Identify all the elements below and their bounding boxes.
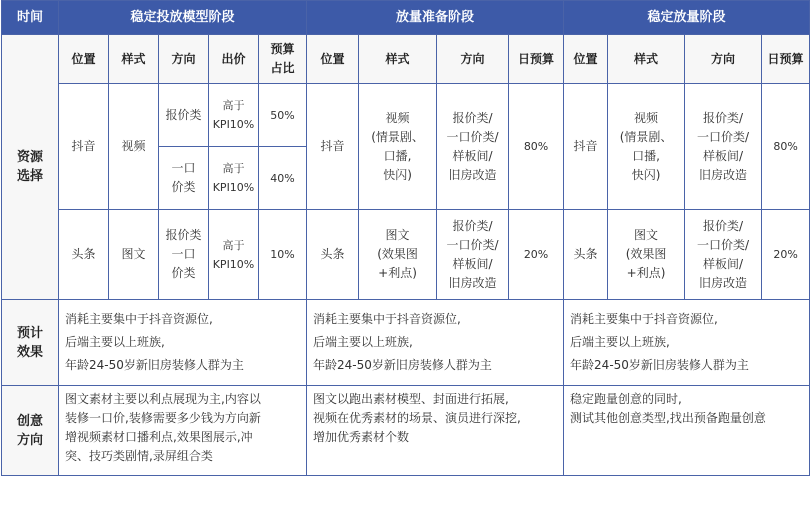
side-audience: 预计 效果 <box>2 300 59 386</box>
s1-col-pos: 位置 <box>59 35 109 84</box>
s2-douyin: 抖音 <box>307 84 359 210</box>
s2-col-budget: 日预算 <box>509 35 564 84</box>
header-time: 时间 <box>2 1 59 35</box>
creative-stage3: 稳定跑量创意的同时, 测试其他创意类型,找出预备跑量创意 <box>564 386 810 476</box>
s3-col-budget: 日预算 <box>762 35 810 84</box>
s3-toutiao: 头条 <box>564 210 608 300</box>
header-stage-prepare: 放量准备阶段 <box>307 1 564 35</box>
s2-col-style: 样式 <box>359 35 437 84</box>
s1-douyin: 抖音 <box>59 84 109 210</box>
s3-col-pos: 位置 <box>564 35 608 84</box>
audience-stage2: 消耗主要集中于抖音资源位, 后端主要以上班族, 年龄24-50岁新旧房装修人群为主 <box>307 300 564 386</box>
s2-col-dir: 方向 <box>437 35 509 84</box>
s2-image: 图文 (效果图 +利点) <box>359 210 437 300</box>
s1-toutiao: 头条 <box>59 210 109 300</box>
side-resource: 资源 选择 <box>2 35 59 300</box>
s1-r2-ratio: 40% <box>259 147 307 210</box>
s1-col-dir: 方向 <box>159 35 209 84</box>
s1-r3-dir: 报价类 一口 价类 <box>159 210 209 300</box>
s3-douyin: 抖音 <box>564 84 608 210</box>
s1-r1-dir: 报价类 <box>159 84 209 147</box>
s2-budget2: 20% <box>509 210 564 300</box>
s2-video: 视频 (情景剧、 口播, 快闪) <box>359 84 437 210</box>
s2-budget1: 80% <box>509 84 564 210</box>
side-creative: 创意 方向 <box>2 386 59 476</box>
creative-stage1: 图文素材主要以利点展现为主,内容以 装修一口价,装修需要多少钱为方向新 增视频素材口播利点,效果图展示,冲 突、技巧类剧情,录屏组合类 <box>59 386 307 476</box>
s2-col-pos: 位置 <box>307 35 359 84</box>
s3-dir2: 报价类/ 一口价类/ 样板间/ 旧房改造 <box>685 210 762 300</box>
s1-video: 视频 <box>109 84 159 210</box>
s3-budget1: 80% <box>762 84 810 210</box>
creative-stage2: 图文以跑出素材模型、封面进行拓展, 视频在优秀素材的场景、演员进行深挖, 增加优秀素材个数 <box>307 386 564 476</box>
s1-col-bid: 出价 <box>209 35 259 84</box>
s1-r1-bid: 高于 KPI10% <box>209 84 259 147</box>
s3-video: 视频 (情景剧、 口播, 快闪) <box>608 84 685 210</box>
header-stage-stable-model: 稳定投放模型阶段 <box>59 1 307 35</box>
header-stage-stable-scale: 稳定放量阶段 <box>564 1 810 35</box>
s1-r2-bid: 高于 KPI10% <box>209 147 259 210</box>
s3-col-style: 样式 <box>608 35 685 84</box>
s2-dir2: 报价类/ 一口价类/ 样板间/ 旧房改造 <box>437 210 509 300</box>
s3-dir1: 报价类/ 一口价类/ 样板间/ 旧房改造 <box>685 84 762 210</box>
audience-stage3: 消耗主要集中于抖音资源位, 后端主要以上班族, 年龄24-50岁新旧房装修人群为主 <box>564 300 810 386</box>
s1-r1-ratio: 50% <box>259 84 307 147</box>
s1-r3-ratio: 10% <box>259 210 307 300</box>
audience-stage1: 消耗主要集中于抖音资源位, 后端主要以上班族, 年龄24-50岁新旧房装修人群为主 <box>59 300 307 386</box>
plan-table <box>1 0 810 476</box>
s3-col-dir: 方向 <box>685 35 762 84</box>
s3-budget2: 20% <box>762 210 810 300</box>
s1-col-style: 样式 <box>109 35 159 84</box>
s2-toutiao: 头条 <box>307 210 359 300</box>
s3-image: 图文 (效果图 +利点) <box>608 210 685 300</box>
s1-col-ratio: 预算 占比 <box>259 35 307 84</box>
s1-r2-dir: 一口 价类 <box>159 147 209 210</box>
s1-image: 图文 <box>109 210 159 300</box>
s2-dir1: 报价类/ 一口价类/ 样板间/ 旧房改造 <box>437 84 509 210</box>
s1-r3-bid: 高于 KPI10% <box>209 210 259 300</box>
